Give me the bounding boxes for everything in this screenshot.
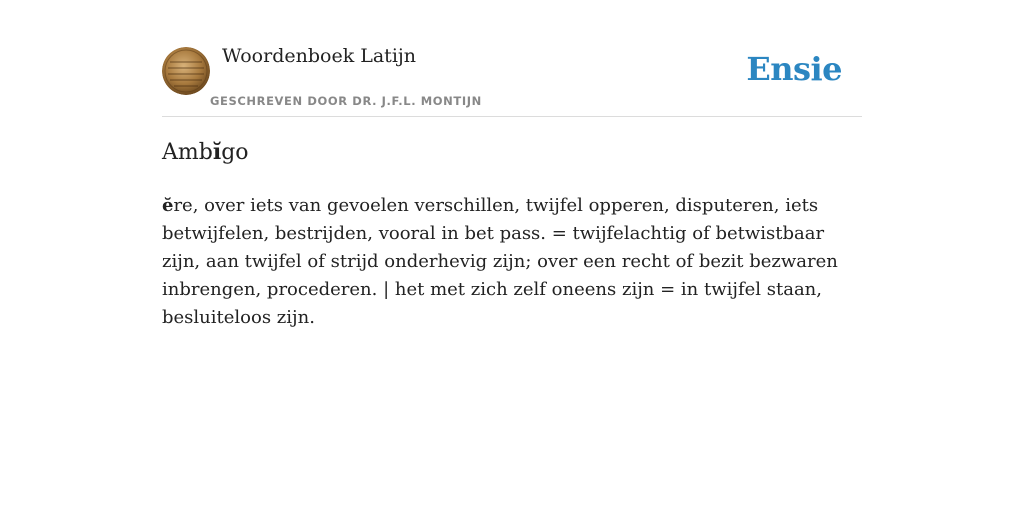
entry-headword bbox=[162, 139, 249, 165]
entry-definition bbox=[162, 192, 862, 332]
author-byline: GESCHREVEN DOOR DR. J.F.L. MONTIJN bbox=[210, 94, 482, 108]
coin-icon[interactable] bbox=[162, 47, 210, 95]
definition-lead: ĕ bbox=[162, 195, 174, 216]
page bbox=[162, 0, 862, 328]
dictionary-title[interactable]: Woordenboek Latijn bbox=[222, 45, 417, 67]
headword-prefix: Amb bbox=[162, 140, 213, 165]
brand-logo[interactable]: Ensie bbox=[746, 50, 842, 88]
definition-text: re, over iets van gevoelen verschillen, twijfel opperen, disputeren, iets betwijfelen, bestrijden, vooral in bet pass. = twijfelachtig of betwistbaar zijn, aan twijfel of strijd onderhevig zijn; over een recht of bezit bezwaren inbrengen, procederen. | het met zich zelf oneens zijn = in twijfel staan, besluiteloos zijn. bbox=[162, 195, 838, 328]
headword-suffix: go bbox=[221, 140, 249, 165]
headword-accent: ĭ bbox=[212, 139, 222, 165]
header bbox=[162, 0, 862, 117]
